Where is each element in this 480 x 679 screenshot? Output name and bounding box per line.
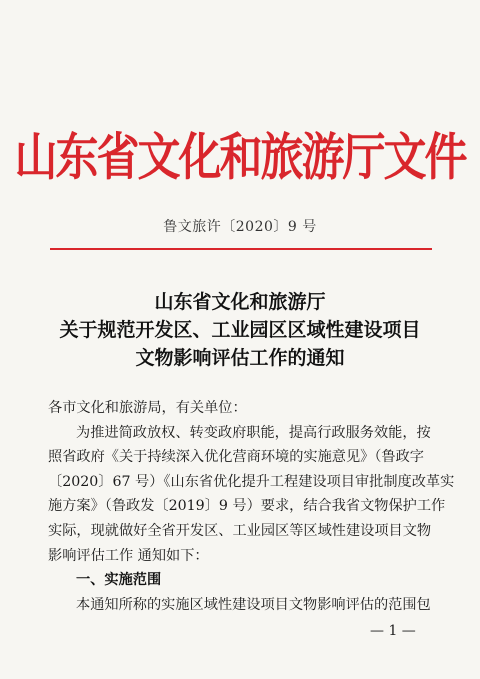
paragraph-1-line: 实际，现就做好全省开发区、工业园区等区域性建设项目文物 <box>48 522 432 539</box>
paragraph-2-line: 本通知所称的实施区域性建设项目文物影响评估的范围包 <box>76 596 431 613</box>
paragraph-1-line: 影响评估工作 通知如下： <box>48 547 209 564</box>
notice-title <box>0 288 480 372</box>
document-number: 鲁文旅许〔2020〕9 号 <box>163 219 317 235</box>
title-line-1: 山东省文化和旅游厅 <box>154 291 326 313</box>
paragraph-1-line: 〔2020〕67 号）《山东省优化提升工程建设项目审批制度改革实 <box>48 473 455 490</box>
section-heading-1: 一、实施范围 <box>76 572 162 589</box>
page-number: — 1 — <box>370 623 416 639</box>
document-body <box>48 396 455 617</box>
title-line-2: 关于规范开发区、工业园区区域性建设项目 <box>59 319 421 341</box>
paragraph-1-line: 为推进简政放权、转变政府职能，提高行政服务效能，按 <box>76 424 431 441</box>
paragraph-1-line: 照省政府《关于持续深入优化营商环境的实施意见》（鲁政字 <box>48 449 424 466</box>
salutation: 各市文化和旅游局，有关单位： <box>48 400 247 416</box>
title-line-3: 文物影响评估工作的通知 <box>135 347 345 369</box>
red-divider <box>50 248 432 250</box>
masthead-title: 山东省文化和旅游厅文件 <box>14 128 466 188</box>
paragraph-1-line: 施方案》（鲁政发〔2019〕9 号）要求，结合我省文物保护工作 <box>48 498 446 515</box>
paragraph-1 <box>48 421 455 569</box>
